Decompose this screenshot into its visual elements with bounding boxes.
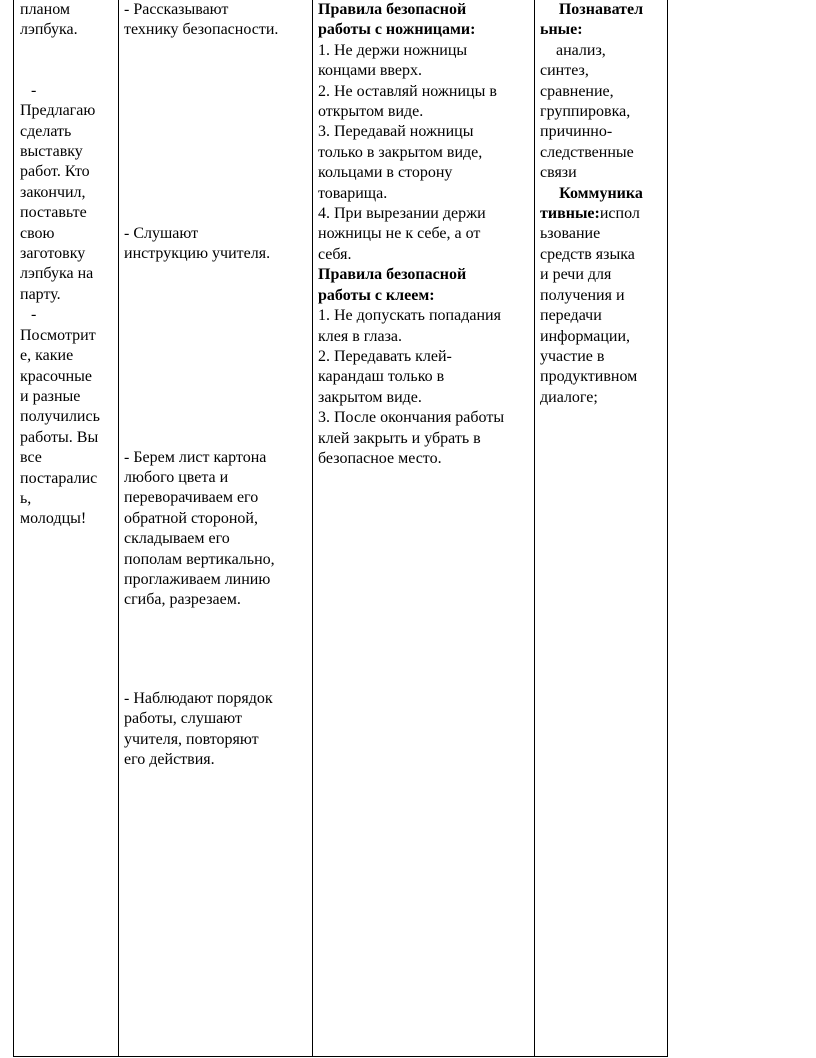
text-line: красочные xyxy=(20,367,93,385)
text-line: инструкцию учителя. xyxy=(124,245,271,263)
dash-marker: - xyxy=(31,306,37,324)
text-line: закончил, xyxy=(20,183,86,201)
text-line: планом xyxy=(20,1,71,18)
text-line: - Берем лист картона xyxy=(124,448,267,466)
text-line: - Слушают xyxy=(124,224,199,242)
text-line: - Рассказывают xyxy=(124,1,229,18)
outcome-line: синтез, xyxy=(540,62,589,80)
scissors-rules-heading: работы с ножницами: xyxy=(318,21,476,39)
text-line: его действия. xyxy=(124,751,215,769)
text-line: проглаживаем линию xyxy=(124,571,271,589)
text-line: пополам вертикально, xyxy=(124,550,275,568)
rule-line: карандаш только в xyxy=(318,368,445,386)
outcome-line: анализ, xyxy=(556,41,606,59)
column-divider-1 xyxy=(118,0,119,1057)
text-line: и разные xyxy=(20,387,81,405)
text-line: ь, xyxy=(20,489,32,507)
column-divider-2 xyxy=(312,0,313,1057)
text-line: любого цвета и xyxy=(124,469,229,487)
outcome-line: получения и xyxy=(540,286,625,304)
text-line: переворачиваем его xyxy=(124,489,259,507)
text-line: парту. xyxy=(20,285,61,303)
scissors-rules-heading: Правила безопасной xyxy=(318,1,467,18)
rule-line: 1. Не допускать попадания xyxy=(318,307,501,325)
text-line: лэпбука на xyxy=(20,265,94,283)
text-line: лэпбука. xyxy=(20,21,78,39)
outcome-line: сравнение, xyxy=(540,82,614,100)
student-activity-cell xyxy=(124,0,310,771)
rule-line: 3. После окончания работы xyxy=(318,409,505,427)
rule-line: 2. Не оставляй ножницы в xyxy=(318,82,497,100)
rule-line: клея в глаза. xyxy=(318,327,403,345)
outcome-line: ьзование xyxy=(540,225,601,243)
text-line: складываем его xyxy=(124,530,230,548)
text-line: молодцы! xyxy=(20,510,87,528)
outcome-line: следственные xyxy=(540,143,634,161)
rule-line: 1. Не держи ножницы xyxy=(318,41,468,59)
outcome-line: участие в xyxy=(540,347,605,365)
rule-line: ножницы не к себе, а от xyxy=(318,225,481,243)
rule-line: себя. xyxy=(318,245,352,263)
cognitive-heading: ьные: xyxy=(540,21,583,39)
outcome-line: диалоге; xyxy=(540,388,598,406)
text-line: Посмотрит xyxy=(20,326,96,344)
text-line: Предлагаю xyxy=(20,102,96,120)
text-line: свою xyxy=(20,224,55,242)
communicative-heading: Коммуника xyxy=(559,184,643,202)
rule-line: клей закрыть и убрать в xyxy=(318,429,481,447)
text-line: работы, слушают xyxy=(124,710,243,728)
rule-line: безопасное место. xyxy=(318,449,442,467)
text-line: - Наблюдают порядок xyxy=(124,689,273,707)
dash-marker: - xyxy=(31,81,37,99)
column-divider-3 xyxy=(534,0,535,1057)
text-line: технику безопасности. xyxy=(124,21,279,39)
text-line: заготовку xyxy=(20,245,86,263)
safety-rules-cell xyxy=(318,0,530,469)
text-line: сделать xyxy=(20,122,72,140)
text-line: поставьте xyxy=(20,204,87,222)
text-line: постаралис xyxy=(20,469,98,487)
outcome-line: продуктивном xyxy=(540,368,638,386)
rule-line: закрытом виде. xyxy=(318,388,422,406)
communicative-heading-line xyxy=(540,204,662,224)
outcome-line: информации, xyxy=(540,327,631,345)
outcome-line: средств языка xyxy=(540,245,635,263)
outcome-line: причинно- xyxy=(540,123,613,141)
text-line: все xyxy=(20,449,42,467)
rule-line: концами вверх. xyxy=(318,62,422,80)
text-line: выставку xyxy=(20,143,83,161)
text-line: обратной стороной, xyxy=(124,509,258,527)
glue-rules-heading: Правила безопасной xyxy=(318,266,467,284)
rule-line: 4. При вырезании держи xyxy=(318,205,486,223)
learning-outcomes-cell xyxy=(540,0,662,408)
outcome-line: и речи для xyxy=(540,266,612,284)
text-line: сгиба, разрезаем. xyxy=(124,591,241,609)
outcome-line: группировка, xyxy=(540,103,631,121)
glue-rules-heading: работы с клеем: xyxy=(318,286,435,304)
text-line: работы. Вы xyxy=(20,428,99,446)
rule-line: 2. Передавать клей- xyxy=(318,347,452,365)
text-line: е, какие xyxy=(20,347,74,365)
text-line: учителя, повторяют xyxy=(124,730,259,748)
rule-line: кольцами в сторону xyxy=(318,164,453,182)
outcome-line: испол xyxy=(599,205,640,223)
rule-line: 3. Передавай ножницы xyxy=(318,123,474,141)
outcome-line: передачи xyxy=(540,307,602,325)
text-line: получились xyxy=(20,408,100,426)
outcome-line: связи xyxy=(540,164,577,182)
rule-line: только в закрытом виде, xyxy=(318,143,483,161)
rule-line: открытом виде. xyxy=(318,103,424,121)
teacher-activity-cell xyxy=(20,0,118,530)
communicative-heading: тивные: xyxy=(540,205,600,223)
text-line: работ. Кто xyxy=(20,163,90,181)
rule-line: товарища. xyxy=(318,184,388,202)
cognitive-heading: Познавател xyxy=(558,1,644,18)
